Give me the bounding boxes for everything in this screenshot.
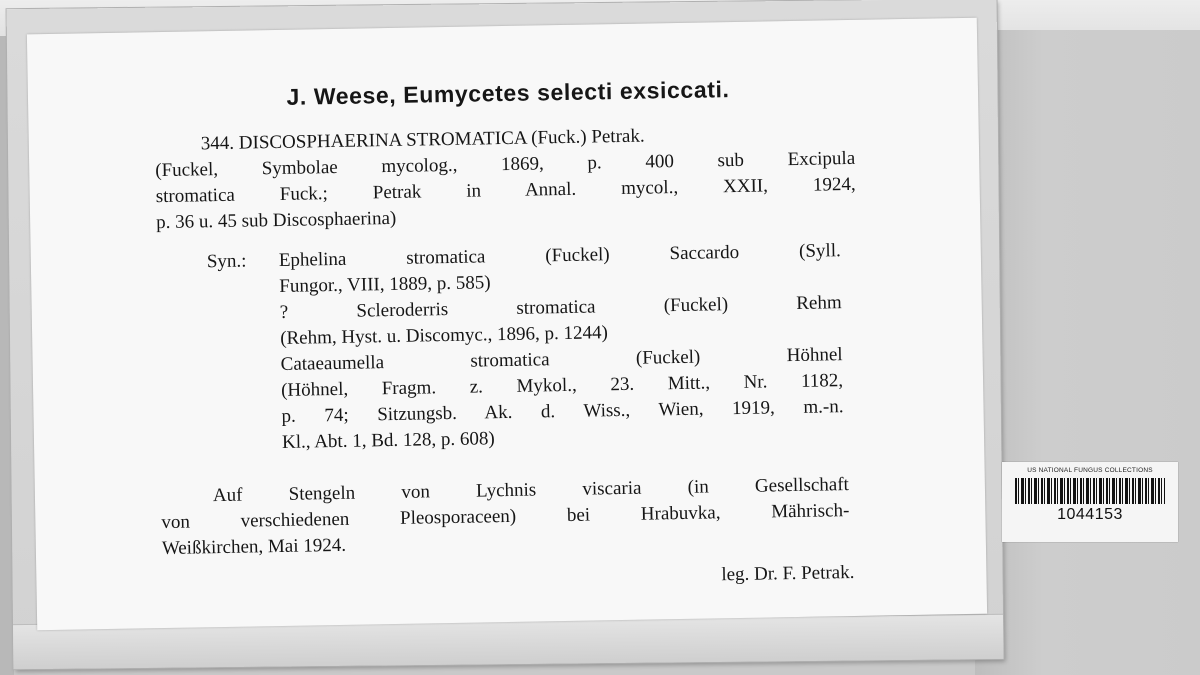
synonym-line: (Rehm, Hyst. u. Discomyc., 1896, p. 1244) <box>280 322 609 349</box>
synonym-line: (Höhnel, Fragm. z. Mykol., 23. Mitt., Nr. 1182, <box>280 370 844 401</box>
barcode-number: 1044153 <box>1057 506 1123 523</box>
habitat-line: Auf Stengeln von Lychnis viscaria (in Gesellschaft <box>212 474 850 507</box>
species-line: 344. DISCOSPHAERINA STROMATICA (Fuck.) Petrak. <box>200 125 645 155</box>
synonym-line: Cataeaumella stromatica (Fuckel) Höhnel <box>280 344 843 375</box>
species-line: stromatica Fuck.; Petrak in Annal. mycol., XXII, 1924, <box>155 173 856 208</box>
barcode-header: US NATIONAL FUNGUS COLLECTIONS <box>1027 467 1153 474</box>
synonym-line: p. 74; Sitzungsb. Ak. d. Wiss., Wien, 1919, m.-n. <box>281 396 844 427</box>
collector-line: leg. Dr. F. Petrak. <box>721 561 855 586</box>
synonym-block <box>279 238 845 456</box>
synonym-line: Fungor., VIII, 1889, p. 585) <box>279 272 491 297</box>
mounting-board-right <box>975 30 1200 675</box>
barcode-icon <box>1015 478 1165 504</box>
synonym-line: Ephelina stromatica (Fuckel) Saccardo (Syll. <box>278 240 841 271</box>
species-line: (Fuckel, Symbolae mycolog., 1869, p. 400 sub Excipula <box>155 147 856 182</box>
exsiccata-label <box>27 18 987 630</box>
synonym-line: ? Scleroderris stromatica (Fuckel) Rehm <box>279 292 842 323</box>
habitat-line: von verschiedenen Pleosporaceen) bei Hrabuvka, Mährisch- <box>161 500 850 534</box>
synonym-line: Kl., Abt. 1, Bd. 128, p. 608) <box>281 428 495 453</box>
label-title: J. Weese, Eumycetes selecti exsiccati. <box>286 76 730 110</box>
habitat-line: Weißkirchen, Mai 1924. <box>161 534 347 560</box>
habitat-block <box>161 472 850 562</box>
species-line: p. 36 u. 45 sub Discosphaerina) <box>155 207 397 234</box>
barcode-label <box>1002 462 1178 542</box>
synonym-label: Syn.: <box>206 250 247 273</box>
species-block <box>155 120 857 236</box>
